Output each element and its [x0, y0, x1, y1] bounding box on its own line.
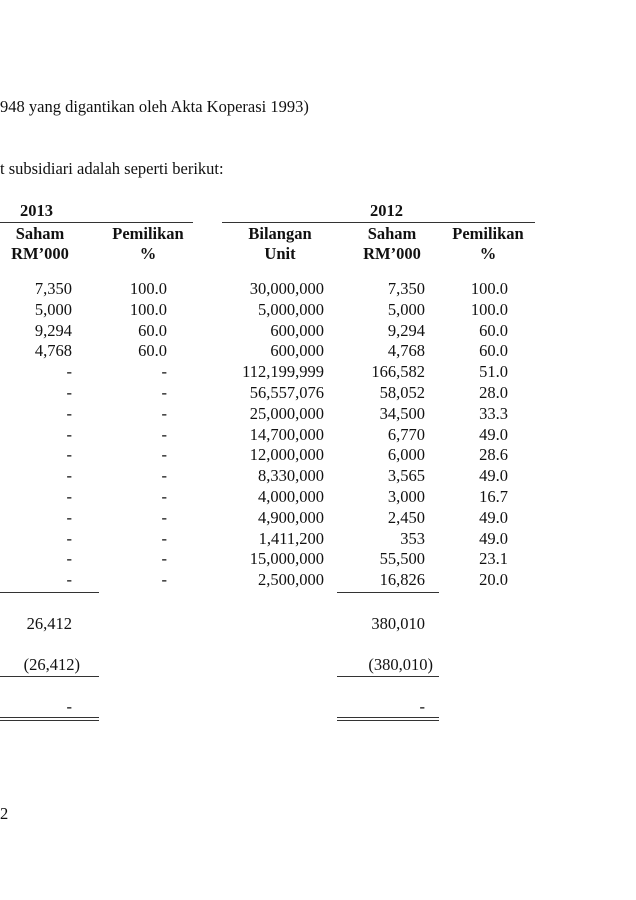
cell-pemilikan-2013: -: [161, 362, 167, 382]
header-pemilikan-2013-line1: Pemilikan: [112, 224, 184, 243]
cell-pemilikan-2013: 100.0: [129, 279, 167, 298]
cell-bilangan-2012: 600,000: [270, 320, 324, 340]
table-row: [0, 383, 636, 404]
cell-bilangan-2012: 25,000,000: [249, 403, 324, 423]
cell-pemilikan-2013: 60.0: [138, 341, 167, 361]
cell-pemilikan-2013: -: [161, 466, 167, 486]
subtotal-2013: 26,412: [26, 614, 72, 633]
cell-saham-2012: 7,350: [387, 279, 425, 298]
impairment-2012: (380,010): [368, 655, 433, 674]
net-2012: -: [419, 697, 425, 716]
cell-saham-2013: -: [66, 445, 72, 465]
cell-pemilikan-2012: 28.6: [479, 445, 508, 465]
subtotal-2012: 380,010: [371, 614, 425, 633]
cell-saham-2013: 9,294: [34, 320, 72, 340]
year-2012-underline: [222, 222, 535, 223]
cell-pemilikan-2012: 60.0: [479, 320, 508, 340]
table-row: [0, 300, 636, 321]
cell-pemilikan-2012: 100.0: [470, 299, 508, 319]
cell-bilangan-2012: 15,000,000: [249, 549, 324, 569]
table-row: [0, 445, 636, 466]
year-2013-header: 2013: [20, 201, 53, 220]
table-row: [0, 529, 636, 550]
cell-saham-2012: 353: [400, 528, 425, 548]
table-row: [0, 321, 636, 342]
cell-pemilikan-2012: 49.0: [479, 424, 508, 444]
rule-2013-subtotal: [0, 592, 99, 593]
table-row: [0, 487, 636, 508]
table-row: [0, 425, 636, 446]
intro-line-2: t subsidiari adalah seperti berikut:: [0, 159, 224, 178]
cell-bilangan-2012: 2,500,000: [258, 570, 324, 590]
double-rule-2012: [337, 717, 439, 721]
header-saham-2012-line1: Saham: [367, 224, 417, 243]
cell-pemilikan-2012: 49.0: [479, 507, 508, 527]
intro-line-1: 948 yang digantikan oleh Akta Koperasi 1993): [0, 97, 309, 116]
header-pemilikan-2012-line1: Pemilikan: [452, 224, 524, 243]
cell-saham-2012: 5,000: [387, 299, 425, 319]
cell-saham-2012: 16,826: [379, 570, 425, 590]
cell-pemilikan-2012: 51.0: [479, 362, 508, 382]
cell-saham-2013: -: [66, 549, 72, 569]
cell-saham-2012: 58,052: [379, 383, 425, 402]
rule-2012-subtotal: [337, 592, 439, 593]
cell-pemilikan-2012: 16.7: [479, 487, 508, 506]
rule-2012-impairment: [337, 676, 439, 677]
header-saham-2013-line1: Saham: [15, 224, 65, 243]
cell-pemilikan-2012: 49.0: [479, 528, 508, 548]
cell-saham-2013: 7,350: [34, 279, 72, 298]
cell-bilangan-2012: 1,411,200: [258, 528, 324, 548]
cell-bilangan-2012: 14,700,000: [249, 424, 324, 444]
table-row: [0, 279, 636, 300]
cell-saham-2012: 166,582: [371, 362, 425, 382]
cell-pemilikan-2012: 49.0: [479, 466, 508, 486]
cell-pemilikan-2013: -: [161, 528, 167, 548]
cell-saham-2012: 2,450: [387, 507, 425, 527]
cell-bilangan-2012: 4,900,000: [258, 507, 324, 527]
cell-pemilikan-2013: 100.0: [129, 299, 167, 319]
cell-bilangan-2012: 600,000: [270, 341, 324, 361]
table-row: [0, 549, 636, 570]
cell-pemilikan-2013: -: [161, 549, 167, 569]
header-bilangan-2012-line2: Unit: [264, 244, 296, 263]
header-bilangan-2012-line1: Bilangan: [248, 224, 312, 243]
cell-saham-2012: 6,000: [387, 445, 425, 465]
cell-pemilikan-2013: -: [161, 570, 167, 590]
cell-saham-2013: -: [66, 362, 72, 382]
cell-saham-2012: 4,768: [387, 341, 425, 361]
cell-bilangan-2012: 56,557,076: [249, 383, 324, 402]
net-2013: -: [66, 697, 72, 716]
cell-pemilikan-2012: 28.0: [479, 383, 508, 402]
cell-pemilikan-2012: 100.0: [470, 279, 508, 298]
cell-pemilikan-2013: 60.0: [138, 320, 167, 340]
cell-bilangan-2012: 4,000,000: [258, 487, 324, 506]
header-pemilikan-2013-line2: %: [139, 244, 157, 263]
table-row: [0, 570, 636, 591]
cell-bilangan-2012: 112,199,999: [242, 362, 324, 382]
double-rule-2013: [0, 717, 99, 721]
cell-saham-2013: -: [66, 570, 72, 590]
rule-2013-impairment: [0, 676, 99, 677]
cell-saham-2013: -: [66, 424, 72, 444]
year-2012-header: 2012: [370, 201, 403, 220]
cell-pemilikan-2013: -: [161, 445, 167, 465]
cell-pemilikan-2012: 20.0: [479, 570, 508, 590]
cell-saham-2013: -: [66, 487, 72, 506]
cell-saham-2012: 3,000: [387, 487, 425, 506]
cell-pemilikan-2013: -: [161, 507, 167, 527]
header-saham-2013: [0, 224, 80, 264]
header-pemilikan-2012-line2: %: [479, 244, 497, 263]
cell-bilangan-2012: 8,330,000: [258, 466, 324, 486]
year-2013-underline: [0, 222, 193, 223]
cell-saham-2013: -: [66, 507, 72, 527]
cell-saham-2012: 9,294: [387, 320, 425, 340]
cell-pemilikan-2013: -: [161, 424, 167, 444]
cell-saham-2012: 3,565: [387, 466, 425, 486]
header-saham-2012: [346, 224, 438, 264]
table-row: [0, 341, 636, 362]
header-saham-2012-line2: RM’000: [363, 244, 421, 263]
cell-pemilikan-2012: 60.0: [479, 341, 508, 361]
cell-saham-2013: 5,000: [34, 299, 72, 319]
header-pemilikan-2012: [440, 224, 536, 264]
cell-bilangan-2012: 30,000,000: [249, 279, 324, 298]
subsidiary-table-body: [0, 279, 636, 599]
header-pemilikan-2013: [100, 224, 196, 264]
cell-bilangan-2012: 5,000,000: [258, 299, 324, 319]
header-saham-2013-line2: RM’000: [11, 244, 69, 263]
header-bilangan-2012: [234, 224, 326, 264]
cell-pemilikan-2013: -: [161, 487, 167, 506]
table-row: [0, 362, 636, 383]
table-row: [0, 508, 636, 529]
cell-saham-2013: -: [66, 528, 72, 548]
table-row: [0, 404, 636, 425]
cell-saham-2013: 4,768: [34, 341, 72, 361]
page-number: 2: [0, 804, 9, 823]
cell-saham-2012: 6,770: [387, 424, 425, 444]
cell-pemilikan-2013: -: [161, 403, 167, 423]
cell-pemilikan-2012: 23.1: [479, 549, 508, 569]
cell-saham-2013: -: [66, 403, 72, 423]
cell-bilangan-2012: 12,000,000: [249, 445, 324, 465]
cell-pemilikan-2013: -: [161, 383, 167, 402]
cell-saham-2013: -: [66, 466, 72, 486]
table-row: [0, 466, 636, 487]
cell-saham-2012: 55,500: [379, 549, 425, 569]
cell-saham-2012: 34,500: [379, 403, 425, 423]
impairment-2013: (26,412): [23, 655, 80, 674]
cell-saham-2013: -: [66, 383, 72, 402]
cell-pemilikan-2012: 33.3: [479, 403, 508, 423]
